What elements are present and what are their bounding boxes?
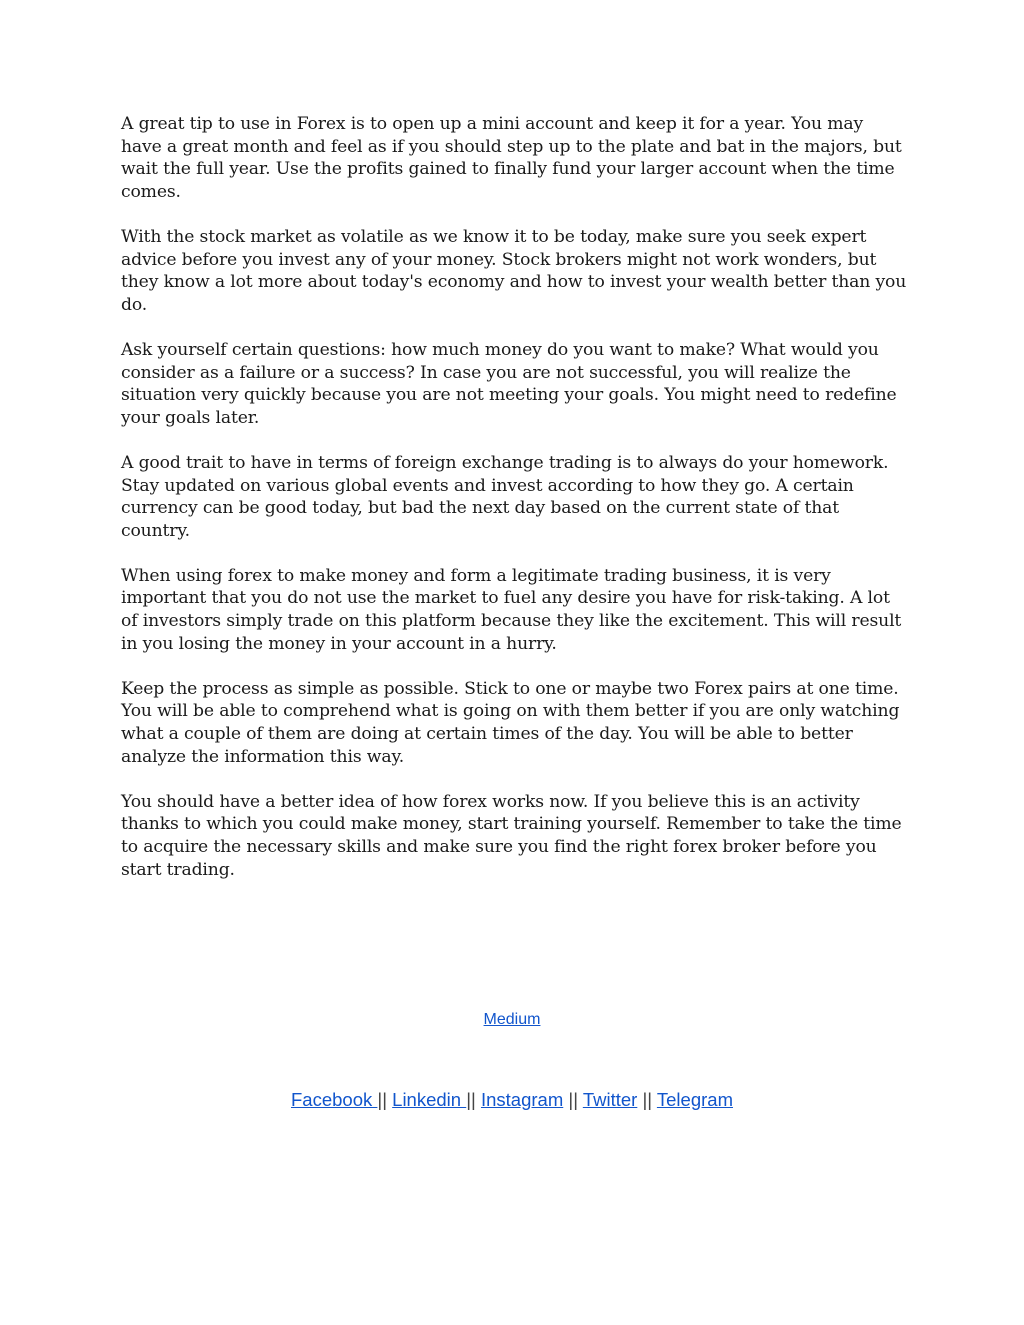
article-paragraph: A great tip to use in Forex is to open up a mini account and keep it for a year. You may have a great month and feel as if you should step up to the plate and bat in the majors, but wait the full year. Use the profits gained to finally fund your larger account when the time comes. <box>121 114 902 202</box>
source-link-row <box>0 1010 1024 1030</box>
social-links-row <box>0 1088 1024 1112</box>
article-body <box>121 113 907 904</box>
article-paragraph: A good trait to have in terms of foreign exchange trading is to always do your homework. Stay updated on various global events and invest according to how they go. A certain currency can be good today, but bad the next day based on the current state of that country. <box>121 452 889 541</box>
telegram-link[interactable]: Telegram <box>656 1089 733 1110</box>
linkedin-link[interactable]: Linkedin <box>392 1089 467 1110</box>
link-separator: || <box>642 1089 653 1110</box>
link-separator: || <box>377 1089 388 1110</box>
link-separator: || <box>568 1089 579 1110</box>
facebook-link[interactable]: Facebook <box>291 1089 378 1110</box>
article-paragraph: With the stock market as volatile as we know it to be today, make sure you seek expert advice before you invest any of your money. Stock brokers might not work wonders, but they know a lot more about today's economy and how to invest your wealth better than you do. <box>121 226 907 315</box>
link-separator: || <box>466 1089 476 1110</box>
medium-link[interactable]: Medium <box>483 1011 541 1028</box>
instagram-link[interactable]: Instagram <box>480 1089 564 1110</box>
twitter-link[interactable]: Twitter <box>582 1089 638 1110</box>
article-paragraph: When using forex to make money and form a legitimate trading business, it is very important that you do not use the market to fuel any desire you have for risk-taking. A lot of investors simply trade on this platform because they like the excitement. This will result in you losing the money in your account in a hurry. <box>121 565 902 654</box>
article-paragraph: Ask yourself certain questions: how much money do you want to make? What would you consider as a failure or a success? In case you are not successful, you will realize the situation very quickly because you are not meeting your goals. You might need to redefine your goals later. <box>121 339 897 428</box>
article-paragraph: Keep the process as simple as possible. Stick to one or maybe two Forex pairs at one time. You will be able to comprehend what is going on with them better if you are only watching what a couple of them are doing at certain times of the day. You will be able to better analyze the information this way. <box>121 678 900 767</box>
article-paragraph: You should have a better idea of how forex works now. If you believe this is an activity thanks to which you could make money, start training yourself. Remember to take the time to acquire the necessary skills and make sure you find the right forex broker before you start trading. <box>121 791 902 880</box>
